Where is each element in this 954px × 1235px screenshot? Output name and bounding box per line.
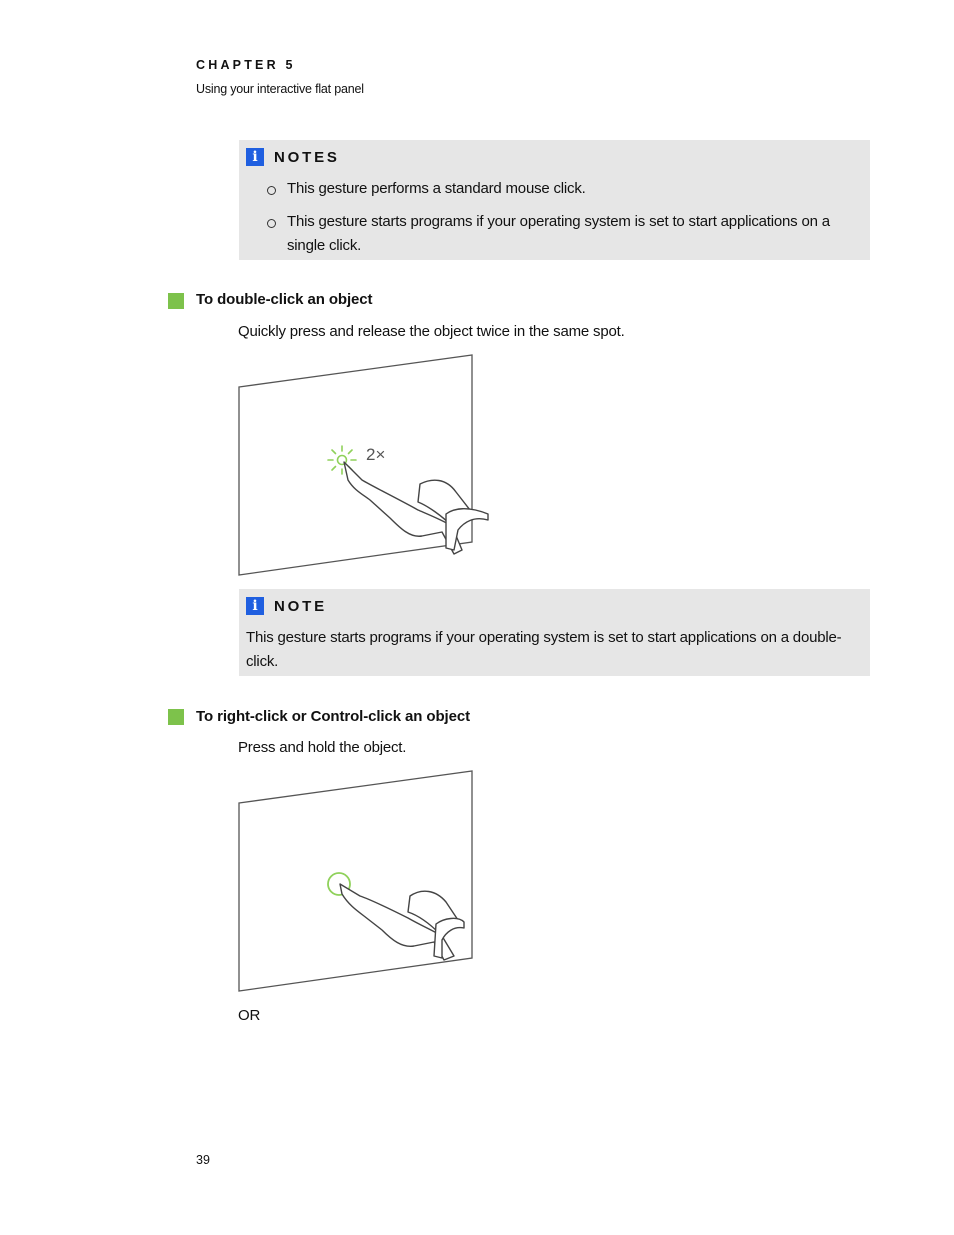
info-icon: i	[246, 597, 264, 615]
green-square-icon	[168, 293, 184, 309]
double-tap-label: 2×	[366, 445, 386, 464]
green-square-icon	[168, 709, 184, 725]
note-item: This gesture performs a standard mouse click.	[287, 180, 586, 197]
notes-box	[239, 140, 870, 260]
panel-screen-shape	[239, 355, 472, 575]
instruction-right-click: Press and hold the object.	[238, 739, 407, 756]
notes-header	[246, 148, 340, 166]
note-header	[246, 597, 327, 615]
double-tap-figure	[232, 350, 494, 580]
note-heading: NOTE	[274, 597, 327, 615]
or-text: OR	[238, 1007, 261, 1024]
press-and-hold-figure	[232, 766, 494, 996]
info-icon: i	[246, 148, 264, 166]
note-box	[239, 589, 870, 676]
bullet-icon	[267, 219, 276, 228]
notes-heading: NOTES	[274, 148, 340, 166]
chapter-label: CHAPTER 5	[196, 58, 296, 72]
panel-screen-shape	[239, 771, 472, 991]
note-item: This gesture starts programs if your operating system is set to start applications on a single click.	[287, 213, 830, 254]
procedure-heading-right-click: To right-click or Control-click an object	[196, 708, 470, 725]
chapter-title: Using your interactive flat panel	[196, 82, 364, 96]
instruction-double-click: Quickly press and release the object twice in the same spot.	[238, 323, 625, 340]
note-text: This gesture starts programs if your operating system is set to start applications on a double-click.	[246, 629, 842, 670]
page-number: 39	[196, 1153, 210, 1167]
bullet-icon	[267, 186, 276, 195]
procedure-heading-double-click: To double-click an object	[196, 291, 373, 308]
